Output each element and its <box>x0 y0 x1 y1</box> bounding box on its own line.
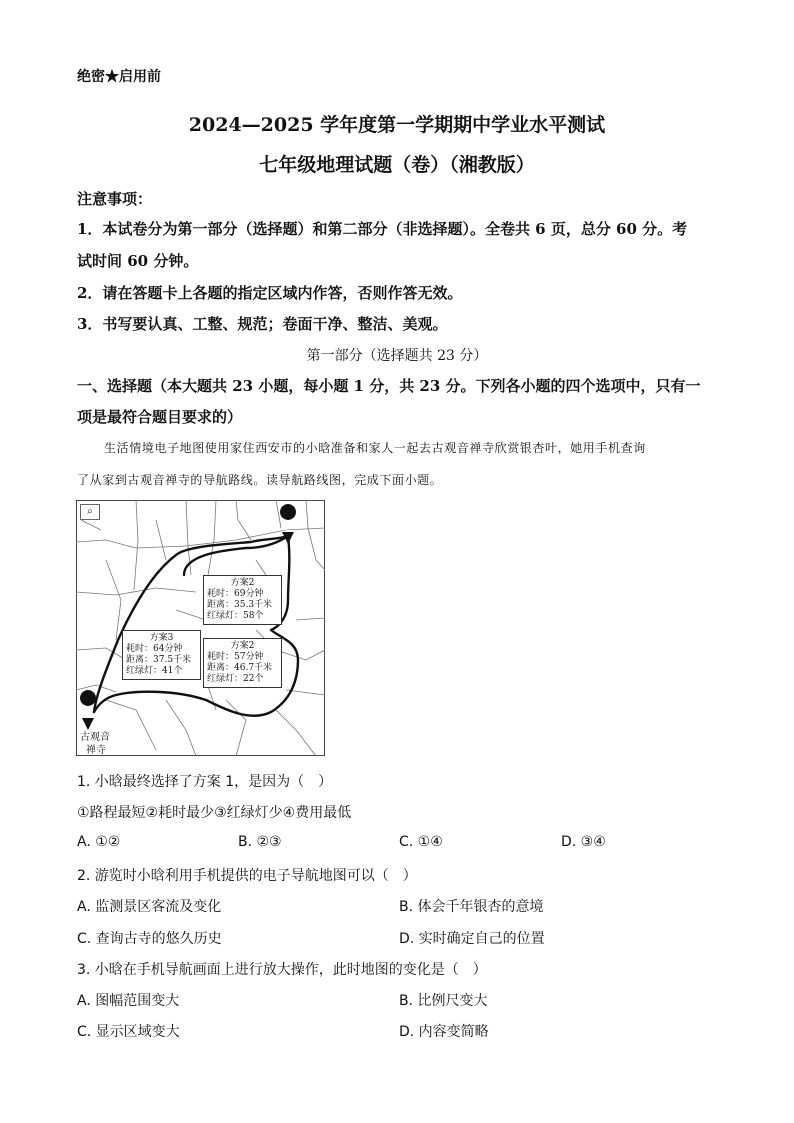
plan-distance: 距离：37.5千米 <box>126 655 192 665</box>
question-3-stem: 3. 小晗在手机导航画面上进行放大操作，此时地图的变化是（ ） <box>77 962 487 978</box>
section-instructions: 一、选择题（本大题共 23 小题，每小题 1 分，共 23 分。下列各小题的四个选项中，只有一 <box>77 377 701 395</box>
navigation-route-map <box>76 500 325 756</box>
plan-lights: 红绿灯：22个 <box>207 674 264 684</box>
plan-box-left <box>122 630 201 680</box>
question-3-option-a[interactable]: A. 图幅范围变大 <box>77 993 180 1009</box>
search-icon[interactable]: ⌕ <box>80 504 100 520</box>
notice-item-1-cont: 试时间 60 分钟。 <box>77 252 199 270</box>
question-1-option-c[interactable]: C. ①④ <box>399 834 443 850</box>
question-2-option-a[interactable]: A. 监测景区客流及变化 <box>77 899 222 915</box>
notice-item-2: 2．请在答题卡上各题的指定区域内作答，否则作答无效。 <box>77 284 463 302</box>
context-text: 生活情境电子地图使用家住西安市的小晗准备和家人一起去古观音禅寺欣赏银杏叶，她用手机查询 <box>104 441 646 455</box>
section-instructions-cont: 项是最符合题目要求的） <box>77 408 243 426</box>
question-1-sub: ①路程最短②耗时最少③红绿灯少④费用最低 <box>77 805 352 821</box>
plan-time: 耗时：64分钟 <box>126 644 183 654</box>
question-3-option-c[interactable]: C. 显示区域变大 <box>77 1024 180 1040</box>
notice-item-3: 3．书写要认真、工整、规范；卷面干净、整洁、美观。 <box>77 315 448 333</box>
end-label: 终 <box>83 709 93 719</box>
plan-title: 方案2 <box>230 578 255 588</box>
plan-time: 耗时：57分钟 <box>207 652 264 662</box>
question-2-option-c[interactable]: C. 查询古寺的悠久历史 <box>77 931 222 947</box>
question-2-option-b[interactable]: B. 体会千年银杏的意境 <box>399 899 544 915</box>
plan-title: 方案3 <box>149 633 174 643</box>
notice-item-1: 1．本试卷分为第一部分（选择题）和第二部分（非选择题）。全卷共 6 页，总分 60 分。考 <box>77 220 688 238</box>
exam-subtitle: 七年级地理试题（卷）（湘教版） <box>259 154 535 176</box>
exam-title: 2024—2025 学年度第一学期期中学业水平测试 <box>188 114 606 136</box>
notice-heading: 注意事项： <box>77 190 153 208</box>
question-1-option-d[interactable]: D. ③④ <box>561 834 606 850</box>
question-1-option-b[interactable]: B. ②③ <box>238 834 282 850</box>
plan-lights: 红绿灯：41个 <box>126 666 183 676</box>
part1-heading: 第一部分（选择题共 23 分） <box>306 348 488 364</box>
destination-label-cont: 禅寺 <box>86 745 106 756</box>
context-text-cont: 了从家到古观音禅寺的导航路线。读导航路线图，完成下面小题。 <box>77 473 443 487</box>
question-3-option-b[interactable]: B. 比例尺变大 <box>399 993 488 1009</box>
question-3-option-d[interactable]: D. 内容变简略 <box>399 1024 489 1040</box>
destination-label: 古观音 <box>80 732 110 743</box>
plan-distance: 距离：35.3千米 <box>207 600 273 610</box>
secret-label: 绝密★启用前 <box>77 69 161 85</box>
question-2-option-d[interactable]: D. 实时确定自己的位置 <box>399 931 545 947</box>
question-1-stem: 1. 小晗最终选择了方案 1，是因为（ ） <box>77 774 333 790</box>
plan-distance: 距离：46.7千米 <box>207 663 273 673</box>
question-2-stem: 2. 游览时小晗利用手机提供的电子导航地图可以（ ） <box>77 868 417 884</box>
question-1-option-a[interactable]: A. ①② <box>77 834 121 850</box>
plan-box-top <box>203 575 282 625</box>
route-map-svg <box>76 500 325 756</box>
plan-time: 耗时：69分钟 <box>207 589 264 599</box>
plan-lights: 红绿灯：58个 <box>207 611 264 621</box>
plan-title: 方案2 <box>230 641 255 651</box>
start-label: 起 <box>283 523 293 533</box>
plan-box-right <box>203 638 282 688</box>
